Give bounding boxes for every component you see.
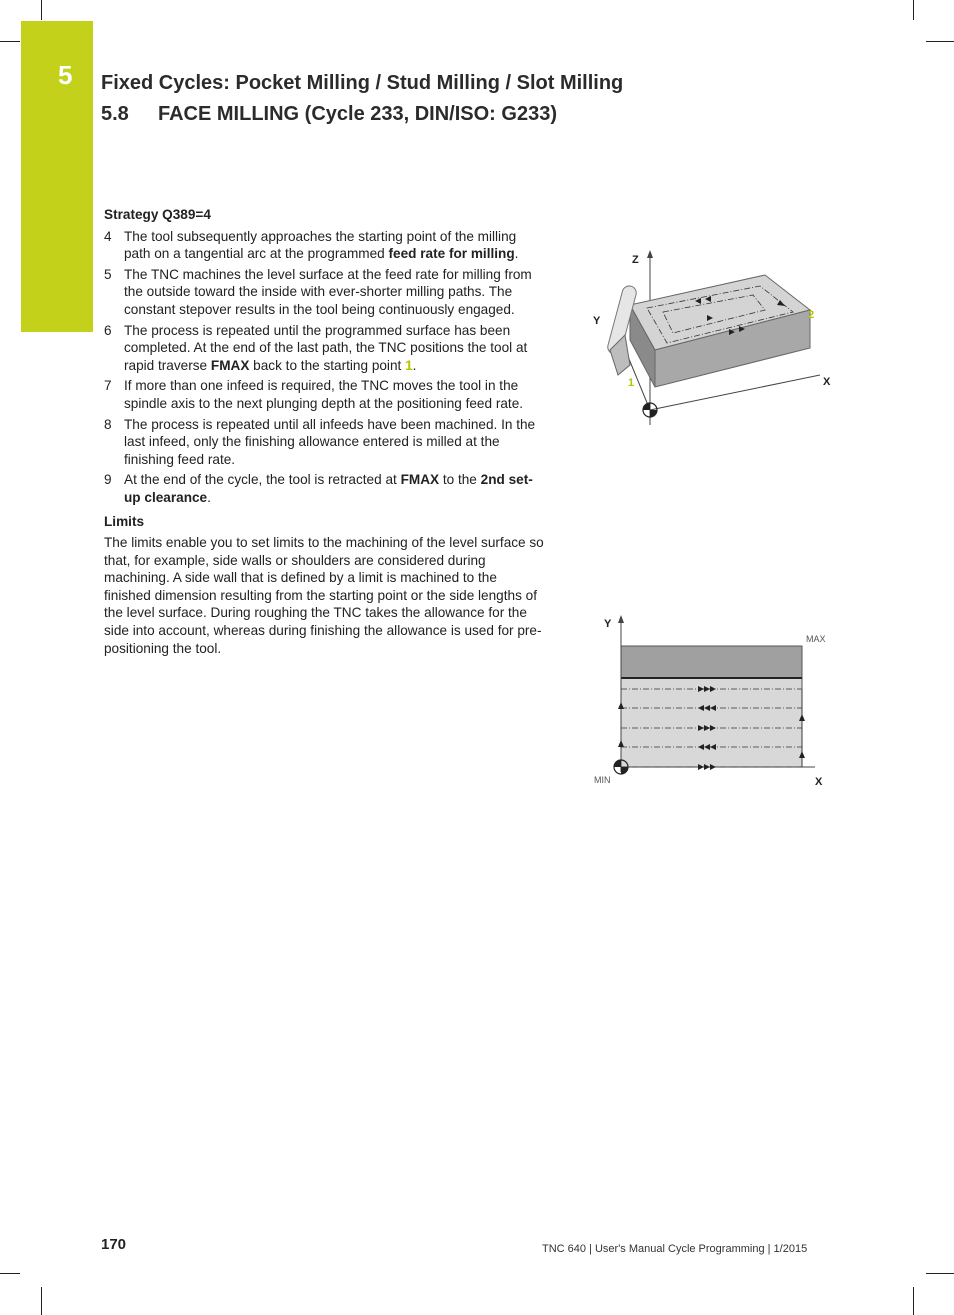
crop-mark (0, 1273, 20, 1274)
limits-plan-figure (590, 612, 840, 792)
step-text: If more than one infeed is required, the TNC moves the tool in the spindle axis to the next plunging depth at the positioning feed rate. (124, 378, 524, 411)
step-number: 7 (104, 378, 112, 394)
step-item (104, 471, 544, 506)
step-number: 6 (104, 322, 112, 338)
step-text: . (412, 357, 417, 373)
step-number: 4 (104, 228, 112, 244)
x-axis-label: X (815, 776, 823, 788)
strategy-heading: Strategy Q389=4 (104, 207, 211, 222)
section-title: FACE MILLING (Cycle 233, DIN/ISO: G233) (158, 103, 557, 125)
crop-mark (0, 41, 20, 42)
step-text: to the (439, 472, 481, 488)
step-item (104, 228, 544, 263)
step-item (104, 377, 544, 412)
max-label: MAX (806, 634, 826, 644)
step-text: The process is repeated until the programmed surface has been completed. At the end of the last path, the TNC positions the tool at rapid traverse (124, 322, 528, 373)
crop-mark (41, 0, 42, 20)
step-bold: feed rate for milling (388, 246, 515, 262)
footer-text: TNC 640 | User's Manual Cycle Programming | 1/2015 (542, 1243, 808, 1255)
point-1-label: 1 (628, 377, 635, 389)
step-text: At the end of the cycle, the tool is retracted at (124, 472, 401, 488)
step-item (104, 266, 544, 319)
step-number: 8 (104, 416, 112, 432)
x-axis-label: X (823, 376, 831, 388)
point-2-label: 2 (808, 309, 815, 321)
step-text: back to the starting point (249, 357, 406, 373)
step-number: 9 (104, 472, 112, 488)
section-heading (101, 103, 557, 126)
step-bold: FMAX (400, 472, 440, 488)
step-text: The TNC machines the level surface at the feed rate for milling from the outside toward the inside with ever-shorter milling paths. The constant stepover results in the tool being continuously engaged. (124, 266, 532, 317)
chapter-number: 5 (58, 60, 73, 90)
y-axis-label: Y (604, 618, 612, 630)
step-bold: FMAX (210, 357, 250, 373)
main-content (104, 206, 544, 657)
step-text: The tool subsequently approaches the starting point of the milling path on a tangential arc at the programmed (124, 228, 517, 262)
step-text: The process is repeated until all infeeds have been machined. In the last infeed, only the finishing allowance entered is milled at the finishing feed rate. (124, 416, 536, 467)
step-item (104, 416, 544, 469)
point-reference: 1 (405, 357, 413, 373)
page-number: 170 (101, 1236, 127, 1253)
limits-paragraph: The limits enable you to set limits to the machining of the level surface so that, for example, side walls or shoulders are considered during machining. A side wall that is defined by a limit is machined to the finished dimension resulting from the starting point or the side lengths of the level surface. During roughing the TNC takes the allowance for the side into account, whereas during finishing the allowance is used for pre-positioning the tool. (104, 535, 544, 656)
step-bold: 2nd set-up clearance (124, 472, 533, 505)
step-text: . (207, 489, 211, 505)
chapter-tab (21, 21, 93, 332)
chapter-title: Fixed Cycles: Pocket Milling / Stud Milling / Slot Milling (101, 72, 624, 94)
min-label: MIN (594, 775, 611, 785)
section-number: 5.8 (101, 103, 129, 125)
crop-mark (913, 0, 914, 20)
crop-mark (926, 41, 954, 42)
step-item (104, 322, 544, 375)
face-milling-3d-figure (585, 240, 845, 430)
y-axis-label: Y (593, 315, 601, 327)
step-text: . (514, 246, 519, 262)
step-number: 5 (104, 266, 112, 282)
crop-mark (913, 1287, 914, 1315)
limits-heading: Limits (104, 513, 145, 529)
z-axis-label: Z (632, 254, 639, 266)
crop-mark (926, 1273, 954, 1274)
crop-mark (41, 1287, 42, 1315)
